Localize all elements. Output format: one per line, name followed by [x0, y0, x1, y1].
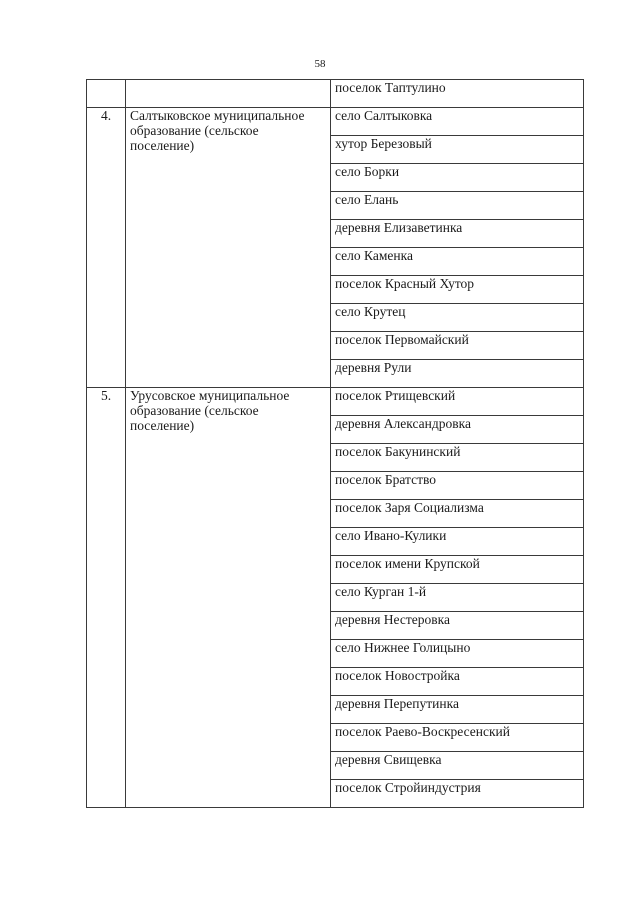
settlement-cell: поселок Ртищевский [331, 388, 584, 416]
settlement-cell: село Крутец [331, 304, 584, 332]
settlement-cell: поселок имени Крупской [331, 556, 584, 584]
settlement-cell: село Курган 1-й [331, 584, 584, 612]
settlement-cell: деревня Елизаветинка [331, 220, 584, 248]
table-row [87, 80, 584, 108]
row-number-cell [87, 80, 126, 108]
settlement-cell: деревня Александровка [331, 416, 584, 444]
settlement-cell: поселок Первомайский [331, 332, 584, 360]
municipality-name-cell [126, 80, 331, 108]
settlement-cell: деревня Нестеровка [331, 612, 584, 640]
row-number-cell: 4. [87, 108, 126, 388]
settlement-cell: поселок Таптулино [331, 80, 584, 108]
settlement-cell: деревня Рули [331, 360, 584, 388]
settlement-cell: село Нижнее Голицыно [331, 640, 584, 668]
settlement-cell: село Ивано-Кулики [331, 528, 584, 556]
table-body [87, 80, 584, 808]
settlement-cell: село Салтыковка [331, 108, 584, 136]
municipality-name-cell [126, 108, 331, 388]
settlement-cell: поселок Братство [331, 472, 584, 500]
municipality-name-cell [126, 388, 331, 808]
settlement-cell: поселок Красный Хутор [331, 276, 584, 304]
settlement-cell: деревня Свищевка [331, 752, 584, 780]
settlement-cell: село Елань [331, 192, 584, 220]
settlement-cell: поселок Новостройка [331, 668, 584, 696]
settlement-cell: поселок Заря Социализма [331, 500, 584, 528]
settlement-cell: село Каменка [331, 248, 584, 276]
table-row [87, 388, 584, 416]
settlement-cell: поселок Бакунинский [331, 444, 584, 472]
row-number-cell: 5. [87, 388, 126, 808]
settlement-cell: деревня Перепутинка [331, 696, 584, 724]
settlements-table [86, 79, 584, 808]
settlement-cell: село Борки [331, 164, 584, 192]
table-row [87, 108, 584, 136]
page-number: 58 [314, 58, 326, 70]
municipality-name: Салтыковское муниципальное образование (сельское поселение) [130, 108, 305, 153]
settlement-cell: поселок Стройиндустрия [331, 780, 584, 808]
municipality-name: Урусовское муниципальное образование (сельское поселение) [130, 388, 290, 433]
settlement-cell: хутор Березовый [331, 136, 584, 164]
settlement-cell: поселок Раево-Воскресенский [331, 724, 584, 752]
